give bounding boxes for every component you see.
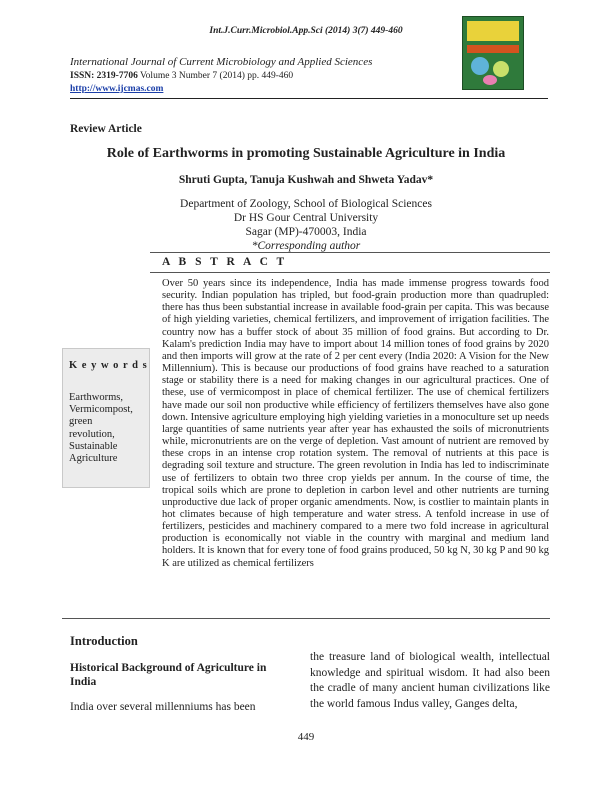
affiliation-line: Department of Zoology, School of Biological Sciences [180,198,432,210]
issn-line [70,71,293,81]
keywords-list [69,392,149,465]
journal-name: International Journal of Current Microbiology and Applied Sciences [70,56,373,68]
header-divider [70,98,548,99]
keyword-item: Vermicompost, [69,404,133,416]
journal-cover-image [462,16,524,90]
corresponding-author-note: *Corresponding author [251,240,361,252]
abstract-bottom-rule [62,618,550,619]
body-paragraph-left: India over several millenniums has been [70,701,256,713]
article-type: Review Article [70,123,142,135]
keyword-item: Sustainable [69,440,118,452]
issn-label: ISSN: 2319-7706 [70,71,138,81]
keyword-item: green [69,416,93,428]
keyword-item: Earthworms, [69,392,123,403]
affiliation-line: Dr HS Gour Central University [233,212,379,224]
journal-url-link[interactable]: http://www.ijcmas.com [70,84,164,94]
affiliation-line: Sagar (MP)-470003, India [245,226,367,238]
running-head: Int.J.Curr.Microbiol.App.Sci (2014) 3(7) 449-460 [209,26,403,36]
volume-info: Volume 3 Number 7 (2014) pp. 449-460 [140,71,294,81]
body-paragraph-right: the treasure land of biological wealth, intellectual knowledge and spiritual wisdom. It had also been the cradle of many ancient human civilizations like the world famous Indus valley, Ganges delta, [310,651,550,710]
keyword-item: Agriculture [69,453,118,465]
article-title: Role of Earthworms in promoting Sustainable Agriculture in India [106,146,506,161]
introduction-heading: Introduction [70,634,138,648]
page-number: 449 [297,731,315,743]
abstract-heading-rule [150,272,550,273]
abstract-text: Over 50 years since its independence, India has made immense progress towards food security. Indian population has tripled, but food-grain production more than quadrupled: there has thus been substantial increase in available food-grain per capita. This was because of high yielding varieties, chemical fertilizers, and improvement of irrigation facilities. The country now has a buffer stock of about 35 million of food grains. But according to Dr. Kalam's prediction India may have to import about 14 million tones of food grains by 2020 and then imports will grow at the rate of 2 per cent every (India 2020: A Vision for the New Millennium). This is because our productions of food grains have reached to a saturation stage or stability there is a need for making changes in our agricultural practices. One of these, use of vermicompost in place of chemical fertilizer. The use of chemical fertilizers have made our soil non productive while efficiency of fertilizers themselves have also gone down. Intensive agriculture employing high yielding varieties in a monoculture set up needs large quantities of same nutrients year after year has exhausted the soils of micronutrients while, micronutrients are on the verge of depletion. Vast amount of nutrient are removed by these crops in an intense crop rotation system. The removal of nutrients at this pace is degrading soil texture and structure. The green revolution in India has led to indiscriminate use of fertilizers to obtain two three crop yields per annum. In the course of time, the tropical soils which are prone to depletion in carbon level and other nutrients are turning unproductive due lack of proper organic amendments. Now, is costlier to maintain plants in hot climates because of high temperature and water stress. A tenfold increase in use of fertilizers, pesticides and machinery compared to a mere two fold increase in agricultural production is economically not viable in the country with marginal and medium land holders. It is known that for every tone of food grains produced, 50 kg N, 30 kg P and 90 kg K are utilized as chemical fertilizers [162,278,549,569]
keywords-title: K e y w o r d s [69,360,148,371]
abstract-heading: A B S T R A C T [162,256,288,268]
keyword-item: revolution, [69,428,115,440]
author-list: Shruti Gupta, Tanuja Kushwah and Shweta Yadav* [178,174,434,186]
section-heading: Historical Background of Agriculture in India [70,662,267,688]
abstract-top-rule [150,252,550,253]
